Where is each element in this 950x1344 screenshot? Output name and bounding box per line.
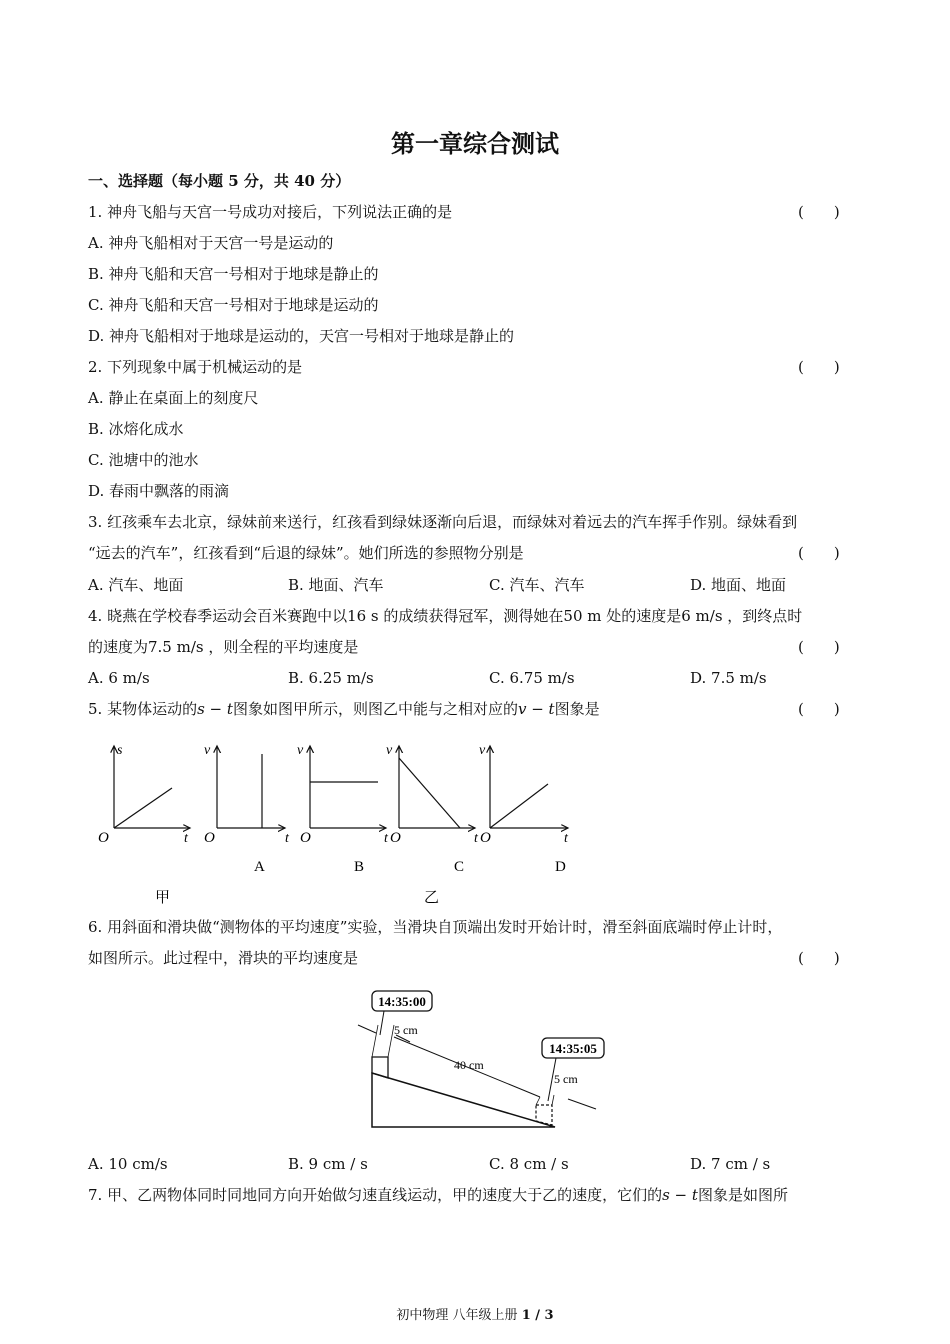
graph-d-line (490, 784, 548, 828)
q3-option-a: A. 汽车、地面 (88, 576, 184, 594)
q5-answer-paren: ( ) (798, 700, 840, 718)
q4-option-c: C. 6.75 m/s (489, 669, 575, 687)
q3-option-d: D. 地面、地面 (690, 576, 787, 594)
q6-stem-line1: 6. 用斜面和滑块做“测物体的平均速度”实验，当滑块自顶端出发时开始计时，滑至斜面底端时停止计时， (88, 918, 783, 936)
q2-option-d: D. 春雨中飘落的雨滴 (88, 482, 230, 500)
graph-jia-s-label: s (117, 743, 123, 758)
len-block2: 5 cm (554, 1072, 578, 1086)
fig-jia-caption: 甲 (155, 890, 171, 906)
graph-b-origin: O (300, 830, 311, 846)
graph-c-origin: O (390, 830, 401, 846)
q4-option-b: B. 6.25 m/s (288, 669, 374, 687)
q2-stem: 2. 下列现象中属于机械运动的是 (88, 358, 303, 376)
q6-answer-paren: ( ) (798, 949, 840, 967)
q4-answer-paren: ( ) (798, 638, 840, 656)
q3-option-c: C. 汽车、汽车 (489, 576, 585, 594)
q1-stem: 1. 神舟飞船与天宫一号成功对接后，下列说法正确的是 (88, 203, 453, 221)
fig-yi-caption: 乙 (424, 890, 440, 906)
q3-answer-paren: ( ) (798, 544, 840, 562)
q1-option-b: B. 神舟飞船和天宫一号相对于地球是静止的 (88, 265, 379, 283)
q4-option-d: D. 7.5 m/s (690, 669, 767, 687)
q4-stem-line1: 4. 晓燕在学校春季运动会百米赛跑中以16 s 的成绩获得冠军，测得她在50 m 处的速度是6 m/s ，到终点时 (88, 607, 803, 625)
graph-b-label: B (354, 859, 365, 875)
graph-b-v-label: v (297, 743, 304, 758)
q3-option-b: B. 地面、汽车 (288, 576, 384, 594)
page-footer: 初中物理 八年级上册 1 / 3 (396, 1308, 554, 1323)
graph-jia-line (114, 788, 172, 828)
q1-option-a: A. 神舟飞船相对于天宫一号是运动的 (88, 234, 334, 252)
q1-option-c: C. 神舟飞船和天宫一号相对于地球是运动的 (88, 296, 379, 314)
q6-option-c: C. 8 cm / s (489, 1155, 569, 1173)
len-block1: 5 cm (394, 1023, 418, 1037)
q6-option-d: D. 7 cm / s (690, 1155, 771, 1173)
q2-answer-paren: ( ) (798, 358, 840, 376)
len-middle: 40 cm (454, 1058, 484, 1072)
q6-option-b: B. 9 cm / s (288, 1155, 368, 1173)
graph-d-origin: O (480, 830, 491, 846)
graph-a-origin: O (204, 830, 215, 846)
q5-stem: 5. 某物体运动的s − t图象如图甲所示，则图乙中能与之相对应的v − t图象是 (88, 700, 600, 718)
q4-stem-line2: 的速度为7.5 m/s ，则全程的平均速度是 (88, 638, 359, 656)
graph-jia (114, 746, 190, 828)
q5-graphs (90, 738, 590, 908)
clock-end: 14:35:05 (549, 1041, 597, 1056)
graph-b-t-label: t (384, 831, 388, 846)
clock-start: 14:35:00 (378, 994, 426, 1009)
graph-jia-t-label: t (184, 831, 188, 846)
q7-stem: 7. 甲、乙两物体同时同地同方向开始做匀速直线运动，甲的速度大于乙的速度，它们的s − t图象是如图所 (88, 1186, 788, 1204)
page-title: 第一章综合测试 (391, 130, 559, 158)
graph-d-label: D (555, 859, 566, 875)
q1-answer-paren: ( ) (798, 203, 840, 221)
q3-stem-line1: 3. 红孩乘车去北京，绿妹前来送行，红孩看到绿妹逐渐向后退，而绿妹对着远去的汽车挥手作别。绿妹看到 (88, 513, 798, 531)
q2-option-b: B. 冰熔化成水 (88, 420, 184, 438)
q3-stem-line2: “远去的汽车”，红孩看到“后退的绿妹”。她们所选的参照物分别是 (88, 544, 524, 562)
block-start (372, 1057, 388, 1078)
q4-option-a: A. 6 m/s (88, 669, 150, 687)
section-heading: 一、选择题（每小题 5 分，共 40 分） (88, 172, 351, 190)
q6-incline-diagram (350, 985, 610, 1135)
q6-option-a: A. 10 cm/s (88, 1155, 168, 1173)
graph-d-v-label: v (479, 743, 486, 758)
graph-a (217, 746, 285, 828)
q6-stem-line2: 如图所示。此过程中，滑块的平均速度是 (88, 949, 359, 967)
graph-a-v-label: v (204, 743, 211, 758)
graph-b (310, 746, 386, 828)
graph-c-v-label: v (386, 743, 393, 758)
graph-c-t-label: t (474, 831, 478, 846)
q2-option-a: A. 静止在桌面上的刻度尺 (88, 389, 259, 407)
q2-option-c: C. 池塘中的池水 (88, 451, 199, 469)
graph-a-t-label: t (285, 831, 289, 846)
graph-jia-origin: O (98, 830, 109, 846)
graph-d (490, 746, 568, 828)
graph-d-t-label: t (564, 831, 568, 846)
q1-option-d: D. 神舟飞船相对于地球是运动的，天宫一号相对于地球是静止的 (88, 327, 515, 345)
incline (372, 1073, 555, 1127)
graph-c-label: C (454, 859, 465, 875)
graph-c (399, 746, 475, 828)
graph-c-line (399, 758, 460, 828)
graph-a-label: A (254, 859, 265, 875)
